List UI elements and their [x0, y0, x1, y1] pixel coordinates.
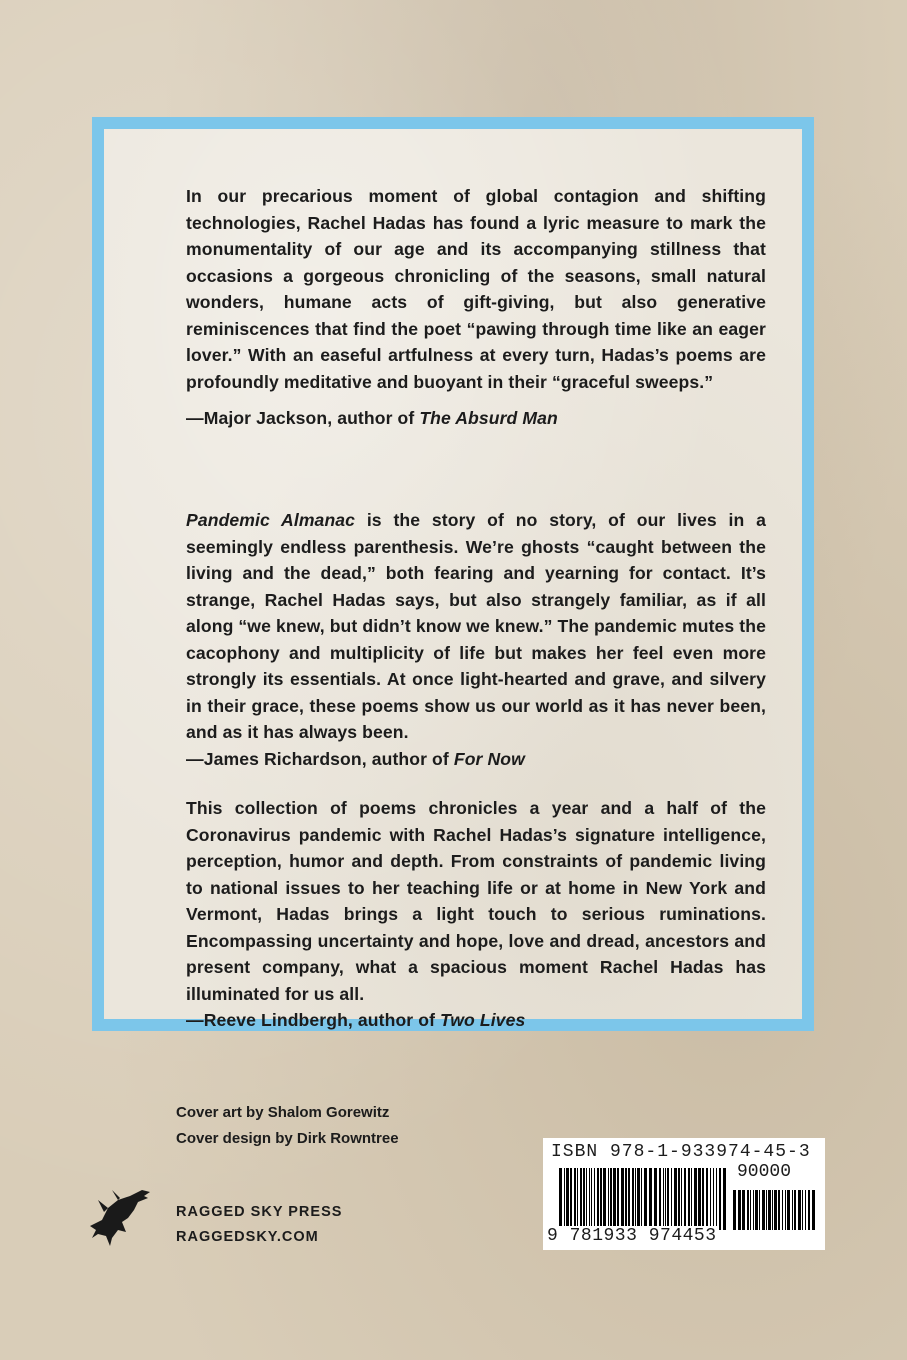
attribution-prefix: —Major Jackson, author of: [186, 408, 420, 428]
barcode-bar: [671, 1168, 672, 1230]
barcode-bar: [613, 1168, 616, 1230]
barcode-bar: [654, 1168, 657, 1230]
barcode-bar: [792, 1190, 793, 1230]
barcode-bar: [591, 1168, 592, 1230]
barcode-bar: [702, 1168, 704, 1230]
barcode-bar: [802, 1190, 803, 1230]
barcode-bar: [688, 1168, 690, 1230]
barcode-bar: [798, 1190, 801, 1230]
barcode-bar: [787, 1190, 790, 1230]
barcode-bar: [583, 1168, 585, 1230]
barcode-bar: [617, 1168, 619, 1230]
barcode-bar: [805, 1190, 806, 1230]
barcode-bar: [594, 1168, 595, 1230]
barcode-bar: [794, 1190, 796, 1230]
barcode-bar: [610, 1168, 612, 1230]
attribution-prefix: —James Richardson, author of: [186, 748, 454, 769]
book-title: Pandemic Almanac: [186, 510, 356, 530]
barcode-bar: [742, 1190, 745, 1230]
barcode-bar: [659, 1168, 661, 1230]
cover-art-credit: Cover art by Shalom Gorewitz: [176, 1104, 390, 1121]
barcode-bar: [753, 1190, 754, 1230]
barcode-bar: [641, 1168, 642, 1230]
barcode-bar: [706, 1168, 708, 1230]
barcode-bar: [755, 1190, 758, 1230]
blurb-james-richardson: [186, 507, 766, 772]
barcode-bar: [649, 1168, 652, 1230]
barcode-bar: [774, 1190, 777, 1230]
blurb-attribution: [186, 1007, 766, 1034]
isbn-barcode: [543, 1138, 825, 1250]
barcode-bar: [632, 1168, 634, 1230]
attribution-prefix: —Reeve Lindbergh, author of: [186, 1010, 441, 1030]
barcode-bar: [691, 1168, 692, 1230]
blurb-panel: [92, 117, 814, 1031]
barcode-bar: [719, 1168, 721, 1230]
barcode-bar: [778, 1190, 780, 1230]
barcode-main: [559, 1168, 729, 1230]
blurb-attribution: [186, 746, 766, 773]
blurb-text: In our precarious moment of global contagion and shifting technologies, Rachel Hadas has found a lyric measure to mark the monumentality of our age and its accompanying stillness that occasions a gorgeous chronicling of the seasons, small natural wonders, humane acts of gift-giving, but also generative reminiscences that find the poet “pawing through time like an eager lover.” With an easeful artfulness at every turn, Hadas’s poems are profoundly meditative and buoyant in their “graceful sweeps.”: [186, 186, 766, 392]
barcode-bar: [759, 1190, 760, 1230]
cover-design-credit: Cover design by Dirk Rowntree: [176, 1130, 399, 1147]
publisher-block: [176, 1200, 342, 1250]
blurb-text: This collection of poems chronicles a year and a half of the Coronavirus pandemic with Rachel Hadas’s signature intelligence, perception, humor and depth. From constraints of pandemic living to national issues to her teaching life or at home in New York and Vermont, Hadas brings a light touch to serious ruminations. Encompassing uncertainty and hope, love and dread, ancestors and present company, what a spacious moment Rachel Hadas has illuminated for us all.: [186, 798, 766, 1004]
barcode-bar: [665, 1168, 666, 1230]
barcode-bar: [574, 1168, 576, 1230]
barcode-bar: [663, 1168, 664, 1230]
barcode-bar: [637, 1168, 640, 1230]
barcode-bar: [723, 1168, 726, 1230]
bird-icon: [88, 1186, 154, 1248]
barcode-bar: [625, 1168, 627, 1230]
barcode-bar: [570, 1168, 572, 1230]
blurb-major-jackson: [186, 183, 766, 432]
attribution-title: For Now: [453, 748, 525, 769]
barcode-bar: [597, 1168, 599, 1230]
barcode-bar: [566, 1168, 569, 1230]
barcode-bar: [684, 1168, 686, 1230]
barcode-bar: [716, 1168, 717, 1230]
barcode-bar: [747, 1190, 749, 1230]
barcode-digits: 9 781933 974453: [547, 1226, 717, 1246]
barcode-bar: [635, 1168, 636, 1230]
barcode-bar: [644, 1168, 647, 1230]
barcode-bar: [608, 1168, 609, 1230]
barcode-bar: [674, 1168, 677, 1230]
barcode-bar: [698, 1168, 701, 1230]
isbn-label: ISBN 978-1-933974-45-3: [551, 1142, 811, 1162]
barcode-bar: [580, 1168, 582, 1230]
barcode-bar: [577, 1168, 578, 1230]
price-code: 90000: [737, 1162, 792, 1182]
barcode-bar: [667, 1168, 669, 1230]
barcode-bar: [694, 1168, 697, 1230]
barcode-bar: [812, 1190, 815, 1230]
barcode-bar: [762, 1190, 765, 1230]
cover-credits: [176, 1100, 399, 1152]
barcode-bar: [766, 1190, 767, 1230]
barcode-bar: [772, 1190, 773, 1230]
barcode-bar: [713, 1168, 714, 1230]
barcode-bar: [738, 1190, 741, 1230]
blurb-attribution: [186, 405, 766, 432]
barcode-bar: [621, 1168, 624, 1230]
barcode-bar: [603, 1168, 606, 1230]
barcode-bar: [808, 1190, 810, 1230]
barcode-bar: [733, 1190, 736, 1230]
blurb-body: is the story of no story, of our lives in a seemingly endless parenthesis. We’re ghosts “caught between the living and the dead,” both fearing and yearning for contact. It’s strange, Rachel Hadas says, but also strangely familiar, as if all along “we knew, but didn’t know we knew.” The pandemic mutes the cacophony and multiplicity of life but makes her feel even more strongly its essentials. At once light-hearted and grave, and silvery in their grace, these poems show us our world as it has never been, and as it has always been.: [186, 510, 766, 742]
barcode-bar: [559, 1168, 562, 1230]
barcode-bar: [710, 1168, 711, 1230]
blurb-text: [186, 507, 766, 746]
barcode-bar: [782, 1190, 783, 1230]
attribution-title: Two Lives: [440, 1010, 526, 1030]
barcode-bar: [586, 1168, 587, 1230]
blurb-reeve-lindbergh: [186, 795, 766, 1034]
barcode-bar: [564, 1168, 565, 1230]
barcode-bar: [681, 1168, 682, 1230]
barcode-bar: [785, 1190, 786, 1230]
publisher-name: RAGGED SKY PRESS: [176, 1204, 343, 1220]
barcode-bar: [628, 1168, 630, 1230]
attribution-title: The Absurd Man: [419, 408, 558, 428]
barcode-bar: [600, 1168, 602, 1230]
barcode-bar: [768, 1190, 771, 1230]
barcode-bar: [678, 1168, 680, 1230]
barcode-bar: [750, 1190, 751, 1230]
barcode-bar: [589, 1168, 590, 1230]
publisher-website: RAGGEDSKY.COM: [176, 1229, 319, 1245]
